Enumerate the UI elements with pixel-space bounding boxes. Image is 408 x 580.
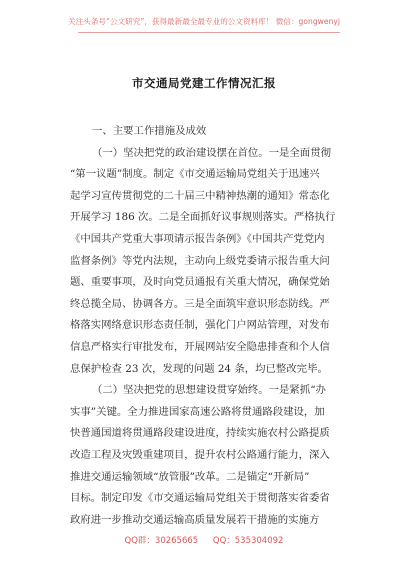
paragraph-line: 目标。制定印发《市交通运输局党组关于贯彻落实省委省 — [70, 492, 330, 505]
paragraph-line: 信息严格实行审批发布，开展网站安全隐患排查和个人信 — [70, 340, 330, 353]
document-body — [70, 121, 348, 531]
paragraph-line: 改造工程及灾毁重建项目，提升农村公路通行能力，深入 — [70, 448, 330, 461]
paragraph-line: 政府进一步推动交通运输高质量发展若干措施的实施方 — [70, 513, 320, 526]
paragraph-line: （一）坚决把党的政治建设摆在首位。一是全面贯彻 — [92, 146, 331, 159]
paragraph-line: （二）坚决把党的思想建设贯穿始终。一是紧抓“办 — [92, 384, 326, 397]
document-title: 市交通局党建工作情况汇报 — [132, 76, 276, 90]
paragraph-line: 起学习宣传贯彻党的二十届三中精神热潮的通知》常态化 — [70, 189, 330, 202]
paragraph-line: 息保护检查 23 次，发现的问题 24 条，均已整改完毕。 — [70, 362, 328, 375]
section-heading: 一、主要工作措施及成效 — [92, 125, 207, 137]
footer-qq-number: QQ：535304092 — [212, 536, 284, 546]
paragraph-line: 监督条例》等党内法规，主动向上级党委请示报告重大问 — [70, 254, 330, 267]
paragraph-line: 开展学习 186 次。二是全面抓好议事规则落实。严格执行 — [70, 211, 336, 224]
paragraph-line: “第一议题”制度。制定《市交通运输局党组关于迅速兴 — [70, 168, 320, 181]
header-banner: 关注头条号“公文研究”，获得最新最全最专业的公文资料库！ 微信：gongwenyj — [68, 17, 340, 26]
paragraph-line: 快普通国道将贯通路段建设进度，持续实施农村公路提质 — [70, 427, 330, 440]
paragraph-line: 题、重要事项，及时向党员通报有关重大情况，确保党始 — [70, 276, 330, 289]
paragraph-line: 推进交通运输领域“放管服”改革。二是锚定“开新局” — [70, 470, 310, 483]
header-divider — [78, 32, 340, 33]
footer-qq-group: QQ群：30265665 — [124, 536, 199, 546]
paragraph-line: 实事”关键。全力推进国家高速公路将贯通路段建设，加 — [70, 405, 325, 418]
paragraph-line: 格落实网络意识形态责任制，强化门户网站管理，对发布 — [70, 319, 330, 332]
footer-contact — [0, 534, 408, 546]
paragraph-line: 终总揽全局、协调各方。三是全面筑牢意识形态防线。严 — [70, 297, 330, 310]
paragraph-line: 《中国共产党重大事项请示报告条例》《中国共产党党内 — [70, 232, 325, 245]
